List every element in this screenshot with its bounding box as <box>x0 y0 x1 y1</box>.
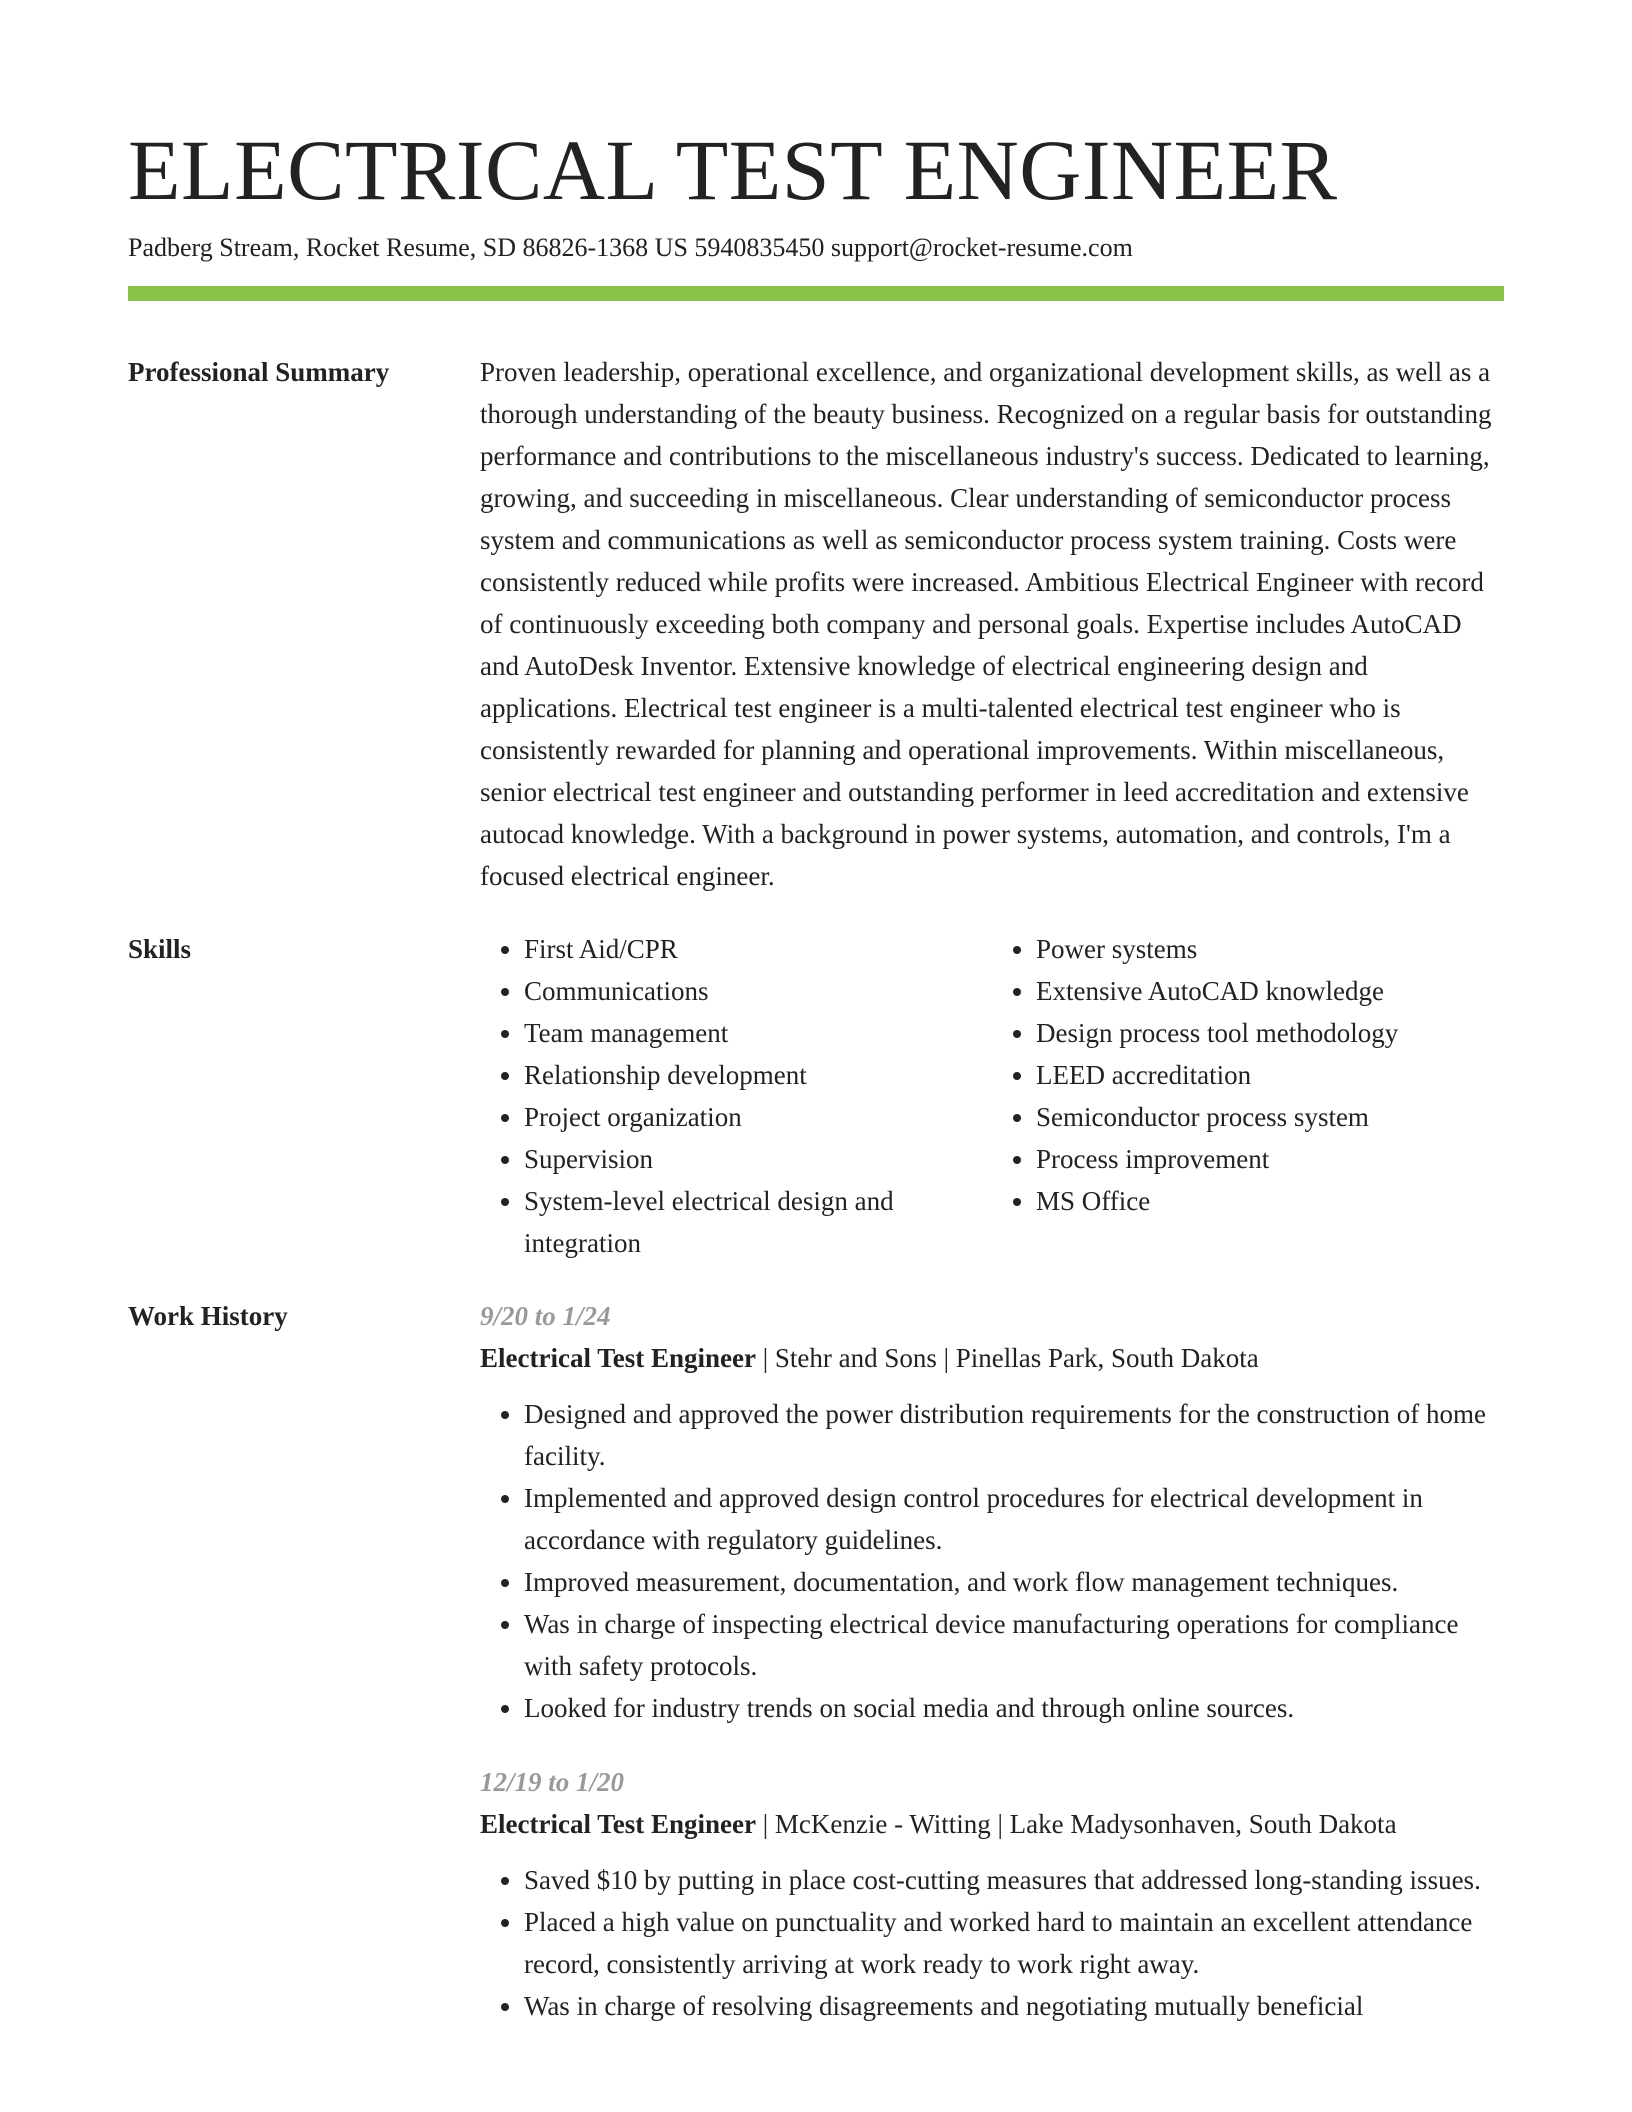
skill-item: • First Aid/CPR <box>524 928 992 970</box>
skills-section <box>128 928 1504 1264</box>
skills-heading: Skills <box>128 934 192 964</box>
contact-line: Padberg Stream, Rocket Resume, SD 86826-1368 US 5940835450 support@rocket-resume.com <box>128 233 1133 262</box>
job-bullet: • Improved measurement, documentation, and work flow management techniques. <box>524 1561 1504 1603</box>
skill-item: • Process improvement <box>1036 1138 1504 1180</box>
job-header <box>480 1803 1504 1845</box>
work-history-section <box>128 1295 1504 2059</box>
job-bullet: • Implemented and approved design control procedures for electrical development in accordance with regulatory guidelines. <box>524 1477 1504 1561</box>
skill-item: • Design process tool methodology <box>1036 1012 1504 1054</box>
job-dates: 12/19 to 1/20 <box>480 1767 625 1797</box>
job-header <box>480 1337 1504 1379</box>
job-title: Electrical Test Engineer <box>480 1809 756 1839</box>
skills-list-right <box>992 928 1504 1264</box>
accent-divider <box>128 286 1504 301</box>
skill-item: • Team management <box>524 1012 992 1054</box>
job-details: | Stehr and Sons | Pinellas Park, South Dakota <box>755 1343 1259 1373</box>
skill-item: • Communications <box>524 970 992 1012</box>
job-dates: 9/20 to 1/24 <box>480 1301 611 1331</box>
skill-item: • Supervision <box>524 1138 992 1180</box>
job-bullet: • Designed and approved the power distribution requirements for the construction of home facility. <box>524 1393 1504 1477</box>
skill-item: • System-level electrical design and integration <box>524 1180 992 1264</box>
job-bullets <box>480 1859 1504 2027</box>
skills-list-left <box>480 928 992 1264</box>
skill-item: • MS Office <box>1036 1180 1504 1222</box>
job-bullet: • Looked for industry trends on social media and through online sources. <box>524 1687 1504 1729</box>
summary-text: Proven leadership, operational excellence, and organizational development skills, as well as a thorough understanding of the beauty business. Recognized on a regular basis for outstanding performance and contributions to the miscellaneous industry's success. Dedicated to learning, growing, and succeeding in miscellaneous. Clear understanding of semiconductor process system and communications as well as semiconductor process system training. Costs were consistently reduced while profits were increased. Ambitious Electrical Engineer with record of continuously exceeding both company and personal goals. Expertise includes AutoCAD and AutoDesk Inventor. Extensive knowledge of electrical engineering design and applications. Electrical test engineer is a multi-talented electrical test engineer who is consistently rewarded for planning and operational improvements. Within miscellaneous, senior electrical test engineer and outstanding performer in leed accreditation and extensive autocad knowledge. With a background in power systems, automation, and controls, I'm a focused electrical engineer. <box>480 357 1492 891</box>
work-history-body <box>480 1295 1504 2059</box>
job-title: Electrical Test Engineer <box>480 1343 756 1373</box>
summary-heading: Professional Summary <box>128 357 390 387</box>
job-bullets <box>480 1393 1504 1729</box>
job-bullet: • Was in charge of inspecting electrical device manufacturing operations for compliance with safety protocols. <box>524 1603 1504 1687</box>
skill-item: • LEED accreditation <box>1036 1054 1504 1096</box>
job-bullet: • Placed a high value on punctuality and worked hard to maintain an excellent attendance record, consistently arriving at work ready to work right away. <box>524 1901 1504 1985</box>
job-bullet: • Was in charge of resolving disagreements and negotiating mutually beneficial <box>524 1985 1504 2027</box>
skill-item: • Semiconductor process system <box>1036 1096 1504 1138</box>
job-bullet: • Saved $10 by putting in place cost-cutting measures that addressed long-standing issues. <box>524 1859 1504 1901</box>
summary-body <box>480 351 1504 897</box>
job-entry <box>480 1761 1504 2027</box>
skill-item: • Power systems <box>1036 928 1504 970</box>
skill-item: • Extensive AutoCAD knowledge <box>1036 970 1504 1012</box>
resume-title: ELECTRICAL TEST ENGINEER <box>128 122 1338 218</box>
summary-section <box>128 351 1504 897</box>
job-details: | McKenzie - Witting | Lake Madysonhaven, South Dakota <box>755 1809 1397 1839</box>
job-entry <box>480 1295 1504 1729</box>
skill-item: • Relationship development <box>524 1054 992 1096</box>
resume-sections <box>128 351 1504 2059</box>
skills-body <box>480 928 1504 1264</box>
skill-item: • Project organization <box>524 1096 992 1138</box>
work-history-heading: Work History <box>128 1301 288 1331</box>
